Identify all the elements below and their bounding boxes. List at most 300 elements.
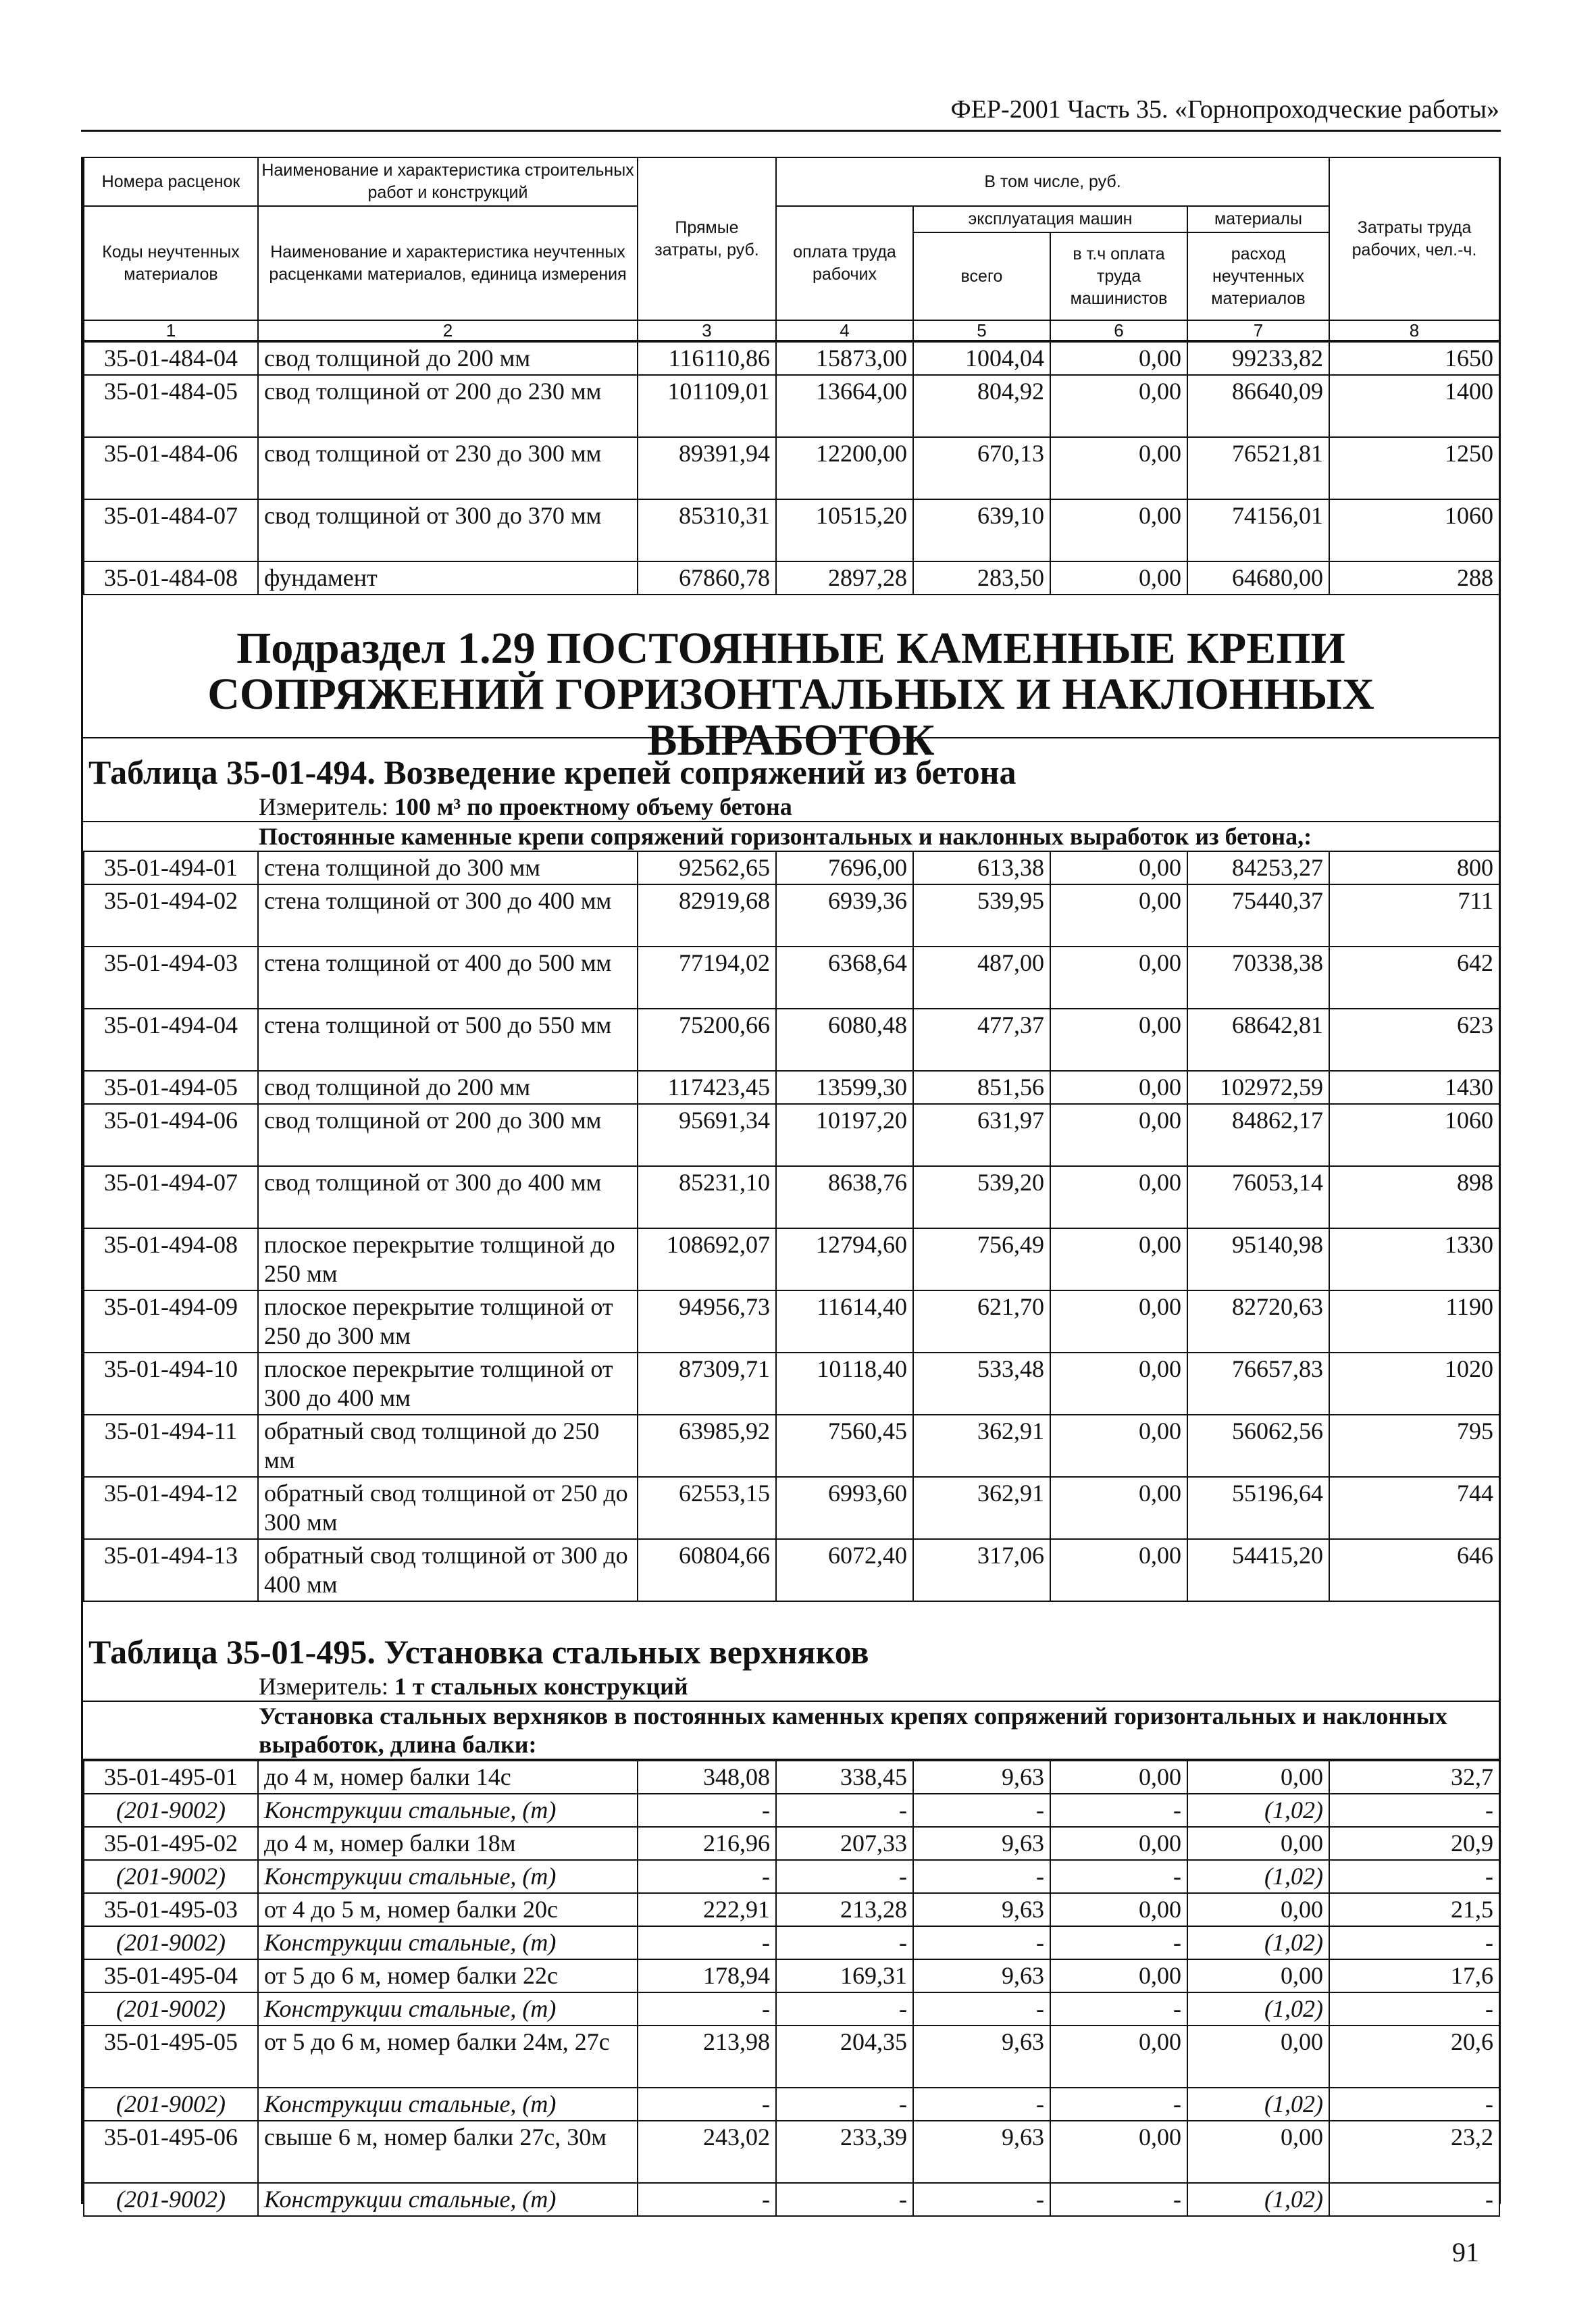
table-row xyxy=(84,2026,1499,2088)
value-cell: 1400 xyxy=(1329,375,1499,437)
value-cell: 77194,02 xyxy=(638,947,776,1009)
rate-code: 35-01-484-05 xyxy=(84,375,258,437)
table-row xyxy=(84,1761,1499,1794)
value-cell: 0,00 xyxy=(1050,851,1187,884)
value-cell: 283,50 xyxy=(913,561,1050,595)
value-cell: 94956,73 xyxy=(638,1290,776,1353)
value-cell: 0,00 xyxy=(1050,1009,1187,1071)
work-name: до 4 м, номер балки 18м xyxy=(258,1827,638,1860)
material-value: (1,02) xyxy=(1187,1860,1329,1893)
material-value: - xyxy=(1050,1992,1187,2026)
meter-value: 1 т стальных конструкций xyxy=(394,1673,688,1700)
header-name-top: Наименование и характеристика строительных работ и конструкций xyxy=(258,157,638,206)
work-name: стена толщиной от 500 до 550 мм xyxy=(258,1009,638,1071)
material-value: - xyxy=(638,2183,776,2216)
work-name: стена толщиной от 400 до 500 мм xyxy=(258,947,638,1009)
material-value: - xyxy=(1329,2183,1499,2216)
value-cell: 0,00 xyxy=(1050,1761,1187,1794)
material-row xyxy=(84,1926,1499,1959)
value-cell: 0,00 xyxy=(1050,2121,1187,2183)
header-codes-bottom: Коды неучтенных материалов xyxy=(84,206,258,320)
value-cell: 204,35 xyxy=(776,2026,913,2088)
value-cell: 338,45 xyxy=(776,1761,913,1794)
col-number: 1 xyxy=(84,320,258,341)
value-cell: 95691,34 xyxy=(638,1104,776,1166)
work-name: обратный свод толщиной до 250 мм xyxy=(258,1415,638,1477)
value-cell: 86640,09 xyxy=(1187,375,1329,437)
work-name: стена толщиной от 300 до 400 мм xyxy=(258,884,638,947)
value-cell: 7696,00 xyxy=(776,851,913,884)
table-header xyxy=(83,157,1500,341)
value-cell: 64680,00 xyxy=(1187,561,1329,595)
value-cell: 70338,38 xyxy=(1187,947,1329,1009)
table-494-title: Таблица 35-01-494. Возведение крепей сопряжений из бетона xyxy=(88,753,1016,791)
value-cell: 621,70 xyxy=(913,1290,1050,1353)
value-cell: 213,98 xyxy=(638,2026,776,2088)
value-cell: 85231,10 xyxy=(638,1166,776,1228)
document-body xyxy=(81,157,1501,2213)
value-cell: 0,00 xyxy=(1050,1477,1187,1539)
value-cell: 13664,00 xyxy=(776,375,913,437)
value-cell: 84862,17 xyxy=(1187,1104,1329,1166)
value-cell: 20,6 xyxy=(1329,2026,1499,2088)
header-rule xyxy=(81,130,1501,132)
work-name: свод толщиной от 200 до 300 мм xyxy=(258,1104,638,1166)
value-cell: 6072,40 xyxy=(776,1539,913,1601)
value-cell: 6080,48 xyxy=(776,1009,913,1071)
rate-code: 35-01-494-10 xyxy=(84,1353,258,1415)
value-cell: 670,13 xyxy=(913,437,1050,499)
header-pay: оплата труда рабочих xyxy=(776,206,913,320)
value-cell: 117423,45 xyxy=(638,1071,776,1104)
value-cell: 0,00 xyxy=(1050,947,1187,1009)
material-value: - xyxy=(1050,1926,1187,1959)
value-cell: 0,00 xyxy=(1050,1893,1187,1926)
material-value: - xyxy=(1329,1926,1499,1959)
rate-code: 35-01-484-07 xyxy=(84,499,258,561)
value-cell: 0,00 xyxy=(1187,2121,1329,2183)
value-cell: 6939,36 xyxy=(776,884,913,947)
work-name: стена толщиной до 300 мм xyxy=(258,851,638,884)
material-value: - xyxy=(913,1992,1050,2026)
value-cell: 539,20 xyxy=(913,1166,1050,1228)
value-cell: 10118,40 xyxy=(776,1353,913,1415)
running-header: ФЕР-2001 Часть 35. «Горнопроходческие работы» xyxy=(950,95,1499,124)
material-row xyxy=(84,2088,1499,2121)
table-row xyxy=(84,561,1499,595)
material-value: - xyxy=(913,1794,1050,1827)
value-cell: 898 xyxy=(1329,1166,1499,1228)
value-cell: 92562,65 xyxy=(638,851,776,884)
material-value: - xyxy=(776,1992,913,2026)
value-cell: 6993,60 xyxy=(776,1477,913,1539)
material-value: - xyxy=(1050,2183,1187,2216)
work-name: свод толщиной от 230 до 300 мм xyxy=(258,437,638,499)
value-cell: 362,91 xyxy=(913,1477,1050,1539)
work-name: обратный свод толщиной от 250 до 300 мм xyxy=(258,1477,638,1539)
value-cell: 12794,60 xyxy=(776,1228,913,1290)
value-cell: 75200,66 xyxy=(638,1009,776,1071)
material-value: - xyxy=(1329,2088,1499,2121)
table-row xyxy=(84,1959,1499,1992)
rate-code: 35-01-495-02 xyxy=(84,1827,258,1860)
table-row xyxy=(84,2121,1499,2183)
table-row xyxy=(84,947,1499,1009)
rate-code: 35-01-495-04 xyxy=(84,1959,258,1992)
table-row xyxy=(84,884,1499,947)
material-code: (201-9002) xyxy=(84,2183,258,2216)
value-cell: 207,33 xyxy=(776,1827,913,1860)
value-cell: 10515,20 xyxy=(776,499,913,561)
value-cell: 0,00 xyxy=(1050,499,1187,561)
page-number: 91 xyxy=(1452,2237,1479,2267)
meter-label: Измеритель: xyxy=(259,793,388,820)
material-code: (201-9002) xyxy=(84,1860,258,1893)
value-cell: 0,00 xyxy=(1050,1539,1187,1601)
value-cell: 55196,64 xyxy=(1187,1477,1329,1539)
table-row xyxy=(84,851,1499,884)
material-value: - xyxy=(776,1926,913,1959)
value-cell: 54415,20 xyxy=(1187,1539,1329,1601)
table-row xyxy=(84,437,1499,499)
value-cell: 21,5 xyxy=(1329,1893,1499,1926)
material-name: Конструкции стальные, (т) xyxy=(258,1992,638,2026)
value-cell: 99233,82 xyxy=(1187,342,1329,375)
header-machines: эксплуатация машин xyxy=(913,206,1187,232)
header-labor: Затраты труда рабочих, чел.-ч. xyxy=(1329,157,1499,320)
header-machinist-pay: в т.ч оплата труда машинистов xyxy=(1050,232,1187,320)
value-cell: 10197,20 xyxy=(776,1104,913,1166)
value-cell: 348,08 xyxy=(638,1761,776,1794)
header-direct-costs: Прямые затраты, руб. xyxy=(638,157,776,320)
value-cell: 76657,83 xyxy=(1187,1353,1329,1415)
work-name: свыше 6 м, номер балки 27с, 30м xyxy=(258,2121,638,2183)
col-number: 4 xyxy=(776,320,913,341)
material-value: - xyxy=(1050,2088,1187,2121)
table-495-group-title: Установка стальных верхняков в постоянных каменных крепях сопряжений горизонтальных и наклонных выработок, длина балки: xyxy=(83,1701,1499,1760)
work-name: от 5 до 6 м, номер балки 24м, 27с xyxy=(258,2026,638,2088)
rate-code: 35-01-494-11 xyxy=(84,1415,258,1477)
table-row xyxy=(84,375,1499,437)
value-cell: 95140,98 xyxy=(1187,1228,1329,1290)
table-row xyxy=(84,1290,1499,1353)
material-name: Конструкции стальные, (т) xyxy=(258,2183,638,2216)
work-name: обратный свод толщиной от 300 до 400 мм xyxy=(258,1539,638,1601)
work-name: до 4 м, номер балки 14с xyxy=(258,1761,638,1794)
rate-code: 35-01-494-03 xyxy=(84,947,258,1009)
value-cell: 63985,92 xyxy=(638,1415,776,1477)
value-cell: 487,00 xyxy=(913,947,1050,1009)
value-cell: 243,02 xyxy=(638,2121,776,2183)
value-cell: 84253,27 xyxy=(1187,851,1329,884)
value-cell: 631,97 xyxy=(913,1104,1050,1166)
value-cell: 87309,71 xyxy=(638,1353,776,1415)
material-value: - xyxy=(638,1992,776,2026)
table-484-rows xyxy=(83,341,1500,595)
material-row xyxy=(84,2183,1499,2216)
rate-code: 35-01-484-08 xyxy=(84,561,258,595)
value-cell: 1020 xyxy=(1329,1353,1499,1415)
value-cell: 9,63 xyxy=(913,1959,1050,1992)
value-cell: 623 xyxy=(1329,1009,1499,1071)
rate-code: 35-01-494-13 xyxy=(84,1539,258,1601)
rate-code: 35-01-495-01 xyxy=(84,1761,258,1794)
col-number: 6 xyxy=(1050,320,1187,341)
work-name: плоское перекрытие толщиной до 250 мм xyxy=(258,1228,638,1290)
value-cell: 1650 xyxy=(1329,342,1499,375)
rate-code: 35-01-494-05 xyxy=(84,1071,258,1104)
value-cell: 0,00 xyxy=(1050,375,1187,437)
section-title: Подраздел 1.29 ПОСТОЯННЫЕ КАМЕННЫЕ КРЕПИ СОПРЯЖЕНИЙ ГОРИЗОНТАЛЬНЫХ И НАКЛОННЫХ ВЫРАБОТОК xyxy=(83,595,1499,738)
value-cell: 0,00 xyxy=(1050,561,1187,595)
material-value: (1,02) xyxy=(1187,1926,1329,1959)
rate-code: 35-01-484-04 xyxy=(84,342,258,375)
header-codes-top: Номера расценок xyxy=(84,157,258,206)
rate-code: 35-01-494-12 xyxy=(84,1477,258,1539)
value-cell: 222,91 xyxy=(638,1893,776,1926)
value-cell: 613,38 xyxy=(913,851,1050,884)
value-cell: 0,00 xyxy=(1050,1415,1187,1477)
value-cell: 642 xyxy=(1329,947,1499,1009)
header-materials: материалы xyxy=(1187,206,1329,232)
value-cell: 0,00 xyxy=(1187,1827,1329,1860)
table-494-group-title: Постоянные каменные крепи сопряжений горизонтальных и наклонных выработок из бетона,: xyxy=(83,821,1499,851)
value-cell: 851,56 xyxy=(913,1071,1050,1104)
value-cell: 0,00 xyxy=(1050,1959,1187,1992)
value-cell: 108692,07 xyxy=(638,1228,776,1290)
col-number: 2 xyxy=(258,320,638,341)
rate-code: 35-01-495-03 xyxy=(84,1893,258,1926)
value-cell: 56062,56 xyxy=(1187,1415,1329,1477)
rate-code: 35-01-494-09 xyxy=(84,1290,258,1353)
work-name: свод толщиной от 300 до 400 мм xyxy=(258,1166,638,1228)
rate-code: 35-01-494-07 xyxy=(84,1166,258,1228)
value-cell: 0,00 xyxy=(1050,1353,1187,1415)
table-row xyxy=(84,342,1499,375)
value-cell: 0,00 xyxy=(1050,1228,1187,1290)
value-cell: 1060 xyxy=(1329,499,1499,561)
value-cell: 76053,14 xyxy=(1187,1166,1329,1228)
value-cell: 0,00 xyxy=(1050,1290,1187,1353)
material-code: (201-9002) xyxy=(84,1926,258,1959)
value-cell: 101109,01 xyxy=(638,375,776,437)
col-number: 3 xyxy=(638,320,776,341)
value-cell: 9,63 xyxy=(913,1827,1050,1860)
material-value: (1,02) xyxy=(1187,2183,1329,2216)
value-cell: 6368,64 xyxy=(776,947,913,1009)
value-cell: 0,00 xyxy=(1050,1071,1187,1104)
material-value: - xyxy=(638,1860,776,1893)
material-value: - xyxy=(1329,1794,1499,1827)
material-name: Конструкции стальные, (т) xyxy=(258,1794,638,1827)
material-value: - xyxy=(913,1926,1050,1959)
work-name: от 4 до 5 м, номер балки 20с xyxy=(258,1893,638,1926)
value-cell: 744 xyxy=(1329,1477,1499,1539)
rate-code: 35-01-494-02 xyxy=(84,884,258,947)
value-cell: 0,00 xyxy=(1050,342,1187,375)
value-cell: 17,6 xyxy=(1329,1959,1499,1992)
material-value: (1,02) xyxy=(1187,2088,1329,2121)
value-cell: 288 xyxy=(1329,561,1499,595)
work-name: свод толщиной до 200 мм xyxy=(258,1071,638,1104)
material-value: - xyxy=(776,1794,913,1827)
value-cell: 1330 xyxy=(1329,1228,1499,1290)
value-cell: 9,63 xyxy=(913,1761,1050,1794)
value-cell: 102972,59 xyxy=(1187,1071,1329,1104)
value-cell: 0,00 xyxy=(1050,884,1187,947)
table-row xyxy=(84,499,1499,561)
table-495-title: Таблица 35-01-495. Установка стальных верхняков xyxy=(88,1633,869,1671)
material-row xyxy=(84,1992,1499,2026)
value-cell: 0,00 xyxy=(1187,2026,1329,2088)
header-machines-total: всего xyxy=(913,232,1050,320)
table-494 xyxy=(83,851,1500,1602)
table-row xyxy=(84,1539,1499,1601)
material-value: - xyxy=(1050,1860,1187,1893)
rate-code: 35-01-494-04 xyxy=(84,1009,258,1071)
value-cell: 76521,81 xyxy=(1187,437,1329,499)
material-value: (1,02) xyxy=(1187,1992,1329,2026)
material-value: - xyxy=(776,1860,913,1893)
table-row xyxy=(84,1071,1499,1104)
material-value: - xyxy=(776,2183,913,2216)
material-value: - xyxy=(1329,1860,1499,1893)
table-row xyxy=(84,1166,1499,1228)
value-cell: 85310,31 xyxy=(638,499,776,561)
value-cell: 169,31 xyxy=(776,1959,913,1992)
material-code: (201-9002) xyxy=(84,1992,258,2026)
value-cell: 67860,78 xyxy=(638,561,776,595)
work-name: свод толщиной до 200 мм xyxy=(258,342,638,375)
value-cell: 9,63 xyxy=(913,1893,1050,1926)
value-cell: 13599,30 xyxy=(776,1071,913,1104)
value-cell: 646 xyxy=(1329,1539,1499,1601)
table-row xyxy=(84,1893,1499,1926)
work-name: фундамент xyxy=(258,561,638,595)
value-cell: 639,10 xyxy=(913,499,1050,561)
material-code: (201-9002) xyxy=(84,2088,258,2121)
value-cell: 20,9 xyxy=(1329,1827,1499,1860)
table-495-meter xyxy=(83,1672,1499,1701)
header-name-bottom: Наименование и характеристика неучтенных расценками материалов, единица измерения xyxy=(258,206,638,320)
table-495 xyxy=(83,1760,1500,2217)
work-name: от 5 до 6 м, номер балки 22с xyxy=(258,1959,638,1992)
table-row xyxy=(84,1415,1499,1477)
material-value: - xyxy=(638,1926,776,1959)
value-cell: 32,7 xyxy=(1329,1761,1499,1794)
rate-code: 35-01-495-05 xyxy=(84,2026,258,2088)
header-material-consumption: расход неучтенных материалов xyxy=(1187,232,1329,320)
value-cell: 0,00 xyxy=(1187,1761,1329,1794)
value-cell: 1430 xyxy=(1329,1071,1499,1104)
material-code: (201-9002) xyxy=(84,1794,258,1827)
material-name: Конструкции стальные, (т) xyxy=(258,1860,638,1893)
value-cell: 533,48 xyxy=(913,1353,1050,1415)
material-name: Конструкции стальные, (т) xyxy=(258,1926,638,1959)
value-cell: 60804,66 xyxy=(638,1539,776,1601)
work-name: свод толщиной от 300 до 370 мм xyxy=(258,499,638,561)
value-cell: 539,95 xyxy=(913,884,1050,947)
work-name: плоское перекрытие толщиной от 300 до 400 мм xyxy=(258,1353,638,1415)
rate-code: 35-01-484-06 xyxy=(84,437,258,499)
material-row xyxy=(84,1794,1499,1827)
rate-code: 35-01-494-01 xyxy=(84,851,258,884)
value-cell: 795 xyxy=(1329,1415,1499,1477)
material-value: (1,02) xyxy=(1187,1794,1329,1827)
value-cell: 477,37 xyxy=(913,1009,1050,1071)
value-cell: 68642,81 xyxy=(1187,1009,1329,1071)
value-cell: 213,28 xyxy=(776,1893,913,1926)
table-row xyxy=(84,1228,1499,1290)
header-including: В том числе, руб. xyxy=(776,157,1329,206)
table-494-meter xyxy=(83,793,1499,821)
value-cell: 178,94 xyxy=(638,1959,776,1992)
work-name: плоское перекрытие толщиной от 250 до 300 мм xyxy=(258,1290,638,1353)
rate-code: 35-01-495-06 xyxy=(84,2121,258,2183)
value-cell: 23,2 xyxy=(1329,2121,1499,2183)
value-cell: 0,00 xyxy=(1050,1827,1187,1860)
value-cell: 82720,63 xyxy=(1187,1290,1329,1353)
material-row xyxy=(84,1860,1499,1893)
value-cell: 1250 xyxy=(1329,437,1499,499)
material-value: - xyxy=(913,2088,1050,2121)
value-cell: 7560,45 xyxy=(776,1415,913,1477)
value-cell: 0,00 xyxy=(1050,437,1187,499)
value-cell: 1060 xyxy=(1329,1104,1499,1166)
material-value: - xyxy=(913,1860,1050,1893)
value-cell: 317,06 xyxy=(913,1539,1050,1601)
value-cell: 362,91 xyxy=(913,1415,1050,1477)
material-value: - xyxy=(776,2088,913,2121)
value-cell: 15873,00 xyxy=(776,342,913,375)
col-number: 8 xyxy=(1329,320,1499,341)
value-cell: 2897,28 xyxy=(776,561,913,595)
material-value: - xyxy=(638,2088,776,2121)
col-number: 7 xyxy=(1187,320,1329,341)
value-cell: 711 xyxy=(1329,884,1499,947)
table-row xyxy=(84,1477,1499,1539)
value-cell: 800 xyxy=(1329,851,1499,884)
material-name: Конструкции стальные, (т) xyxy=(258,2088,638,2121)
value-cell: 116110,86 xyxy=(638,342,776,375)
value-cell: 0,00 xyxy=(1050,1104,1187,1166)
value-cell: 12200,00 xyxy=(776,437,913,499)
value-cell: 1190 xyxy=(1329,1290,1499,1353)
value-cell: 9,63 xyxy=(913,2121,1050,2183)
value-cell: 233,39 xyxy=(776,2121,913,2183)
material-value: - xyxy=(913,2183,1050,2216)
rate-code: 35-01-494-06 xyxy=(84,1104,258,1166)
material-value: - xyxy=(1329,1992,1499,2026)
value-cell: 82919,68 xyxy=(638,884,776,947)
value-cell: 0,00 xyxy=(1050,1166,1187,1228)
value-cell: 0,00 xyxy=(1187,1959,1329,1992)
value-cell: 74156,01 xyxy=(1187,499,1329,561)
work-name: свод толщиной от 200 до 230 мм xyxy=(258,375,638,437)
value-cell: 8638,76 xyxy=(776,1166,913,1228)
spacer xyxy=(83,1602,1499,1632)
value-cell: 0,00 xyxy=(1187,1893,1329,1926)
value-cell: 804,92 xyxy=(913,375,1050,437)
value-cell: 62553,15 xyxy=(638,1477,776,1539)
value-cell: 9,63 xyxy=(913,2026,1050,2088)
table-row xyxy=(84,1827,1499,1860)
material-value: - xyxy=(1050,1794,1187,1827)
meter-value: 100 м³ по проектному объему бетона xyxy=(394,793,792,820)
value-cell: 1004,04 xyxy=(913,342,1050,375)
table-row xyxy=(84,1353,1499,1415)
col-number: 5 xyxy=(913,320,1050,341)
